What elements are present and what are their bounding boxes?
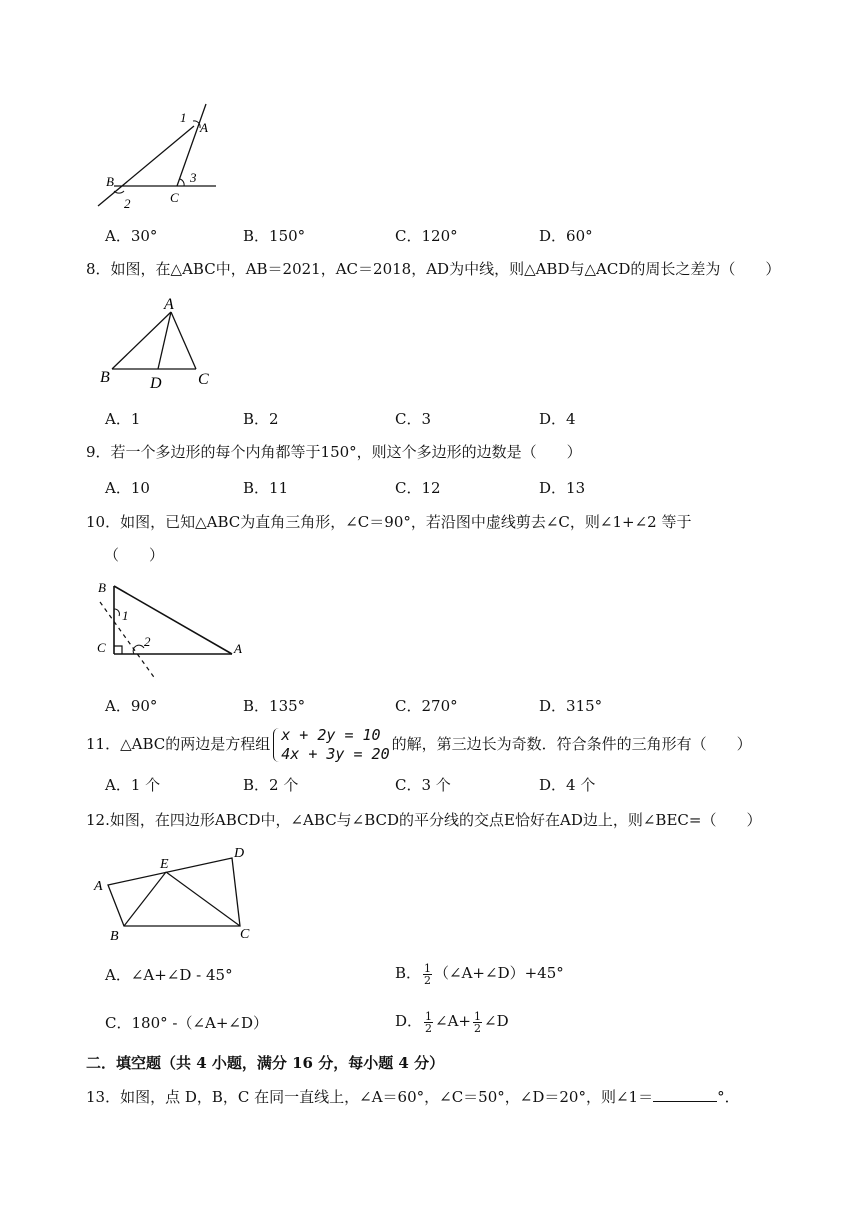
q7-line-ab [98,126,194,206]
q13-text-main: 13．如图，点 D，B，C 在同一直线上，∠A＝60°，∠C＝50°，∠D＝20°，则∠1＝ [86,1088,654,1106]
q12-option-b-fraction [423,963,432,986]
q8-option-c[interactable]: C．3 [395,410,432,428]
q11-equation-2: 4x + 3y = 20 [281,745,390,763]
q12-label-c: C [240,927,250,942]
q10-option-a[interactable]: A．90° [105,697,158,715]
q11-equation-system [272,726,389,764]
q9-text: 9．若一个多边形的每个内角都等于150°，则这个多边形的边数是（ ） [86,443,582,461]
q12-option-c[interactable]: C．180° -（∠A+∠D） [105,1014,269,1032]
q9-option-c[interactable]: C．12 [395,479,441,497]
q12-figure [90,842,266,944]
q13-text-end: °． [717,1088,740,1106]
q9-option-b[interactable]: B．11 [243,479,289,497]
q12-option-d-fraction-2 [473,1011,482,1034]
q8-label-d: D [150,375,162,390]
q9-option-a[interactable]: A．10 [105,479,150,497]
q9-option-d[interactable]: D．13 [539,479,586,497]
q10-label-1: 1 [122,608,129,623]
q10-label-2: 2 [144,634,151,649]
q12-option-d-middle: ∠A+ [435,1012,472,1030]
q8-option-d[interactable]: D．4 [539,410,576,428]
q7-label-3: 3 [190,170,197,185]
q7-figure [92,100,222,212]
q12-label-a: A [94,879,103,894]
q10-option-b[interactable]: B．135° [243,697,306,715]
q12-option-a[interactable]: A．∠A+∠D - 45° [105,966,233,984]
q10-text: 10．如图，已知△ABC为直角三角形，∠C＝90°，若沿图中虚线剪去∠C，则∠1+∠2 等于 [86,513,692,531]
q7-label-2: 2 [124,196,131,211]
section-2-title: 二．填空题（共 4 小题，满分 16 分，每小题 4 分） [86,1054,445,1072]
q10-label-b: B [98,580,106,595]
q8-label-a: A [164,296,174,313]
fraction-denominator: 2 [425,1021,433,1035]
q10-text-continued: （ ） [104,546,165,564]
q8-label-c: C [198,371,209,388]
fraction-denominator: 2 [474,1021,482,1035]
q11-equation-1: x + 2y = 10 [281,726,381,744]
q12-option-b-rest: （∠A+∠D）+45° [434,964,564,982]
q10-angle1-arc [114,609,119,616]
fraction-denominator: 2 [424,973,432,987]
q11-text-after: 的解，第三边长为奇数．符合条件的三角形有（ ） [391,735,752,753]
q8-figure [96,290,220,390]
q7-label-1: 1 [180,110,187,125]
q8-side-ab [112,312,171,369]
q8-median-ad [158,312,171,369]
q11-text [86,725,752,764]
q12-option-d-fraction-1 [424,1011,433,1034]
q7-option-d[interactable]: D．60° [539,227,593,245]
q12-label-d: D [234,846,245,861]
q12-text: 12.如图，在四边形ABCD中，∠ABC与∠BCD的平分线的交点E恰好在AD边上，则∠BEC=（ ） [86,811,762,829]
q10-side-ab [114,586,232,654]
q8-label-b: B [100,369,110,386]
q7-angle3-arc [180,179,184,186]
q10-option-c[interactable]: C．270° [395,697,458,715]
q7-label-a: A [200,120,208,135]
q12-label-b: B [110,929,119,944]
q13-text [86,1087,740,1107]
q12-option-d[interactable] [395,1006,509,1036]
q10-figure [92,576,252,686]
q10-label-a: A [234,641,242,656]
q8-option-b[interactable]: B．2 [243,410,279,428]
fraction-numerator: 1 [474,1009,482,1023]
q11-option-d[interactable]: D．4 个 [539,776,596,794]
q12-label-e: E [160,857,169,872]
q12-bisector-ce [166,872,240,926]
q11-option-b[interactable]: B．2 个 [243,776,299,794]
q10-right-angle-mark [114,646,122,654]
q7-option-b[interactable]: B．150° [243,227,306,245]
q7-label-b: B [106,174,114,189]
q11-text-before: 11．△ABC的两边是方程组 [86,735,271,753]
q12-option-b[interactable] [395,958,564,988]
fraction-numerator: 1 [424,961,432,975]
q12-quadrilateral [108,858,240,926]
q13-answer-blank[interactable] [653,1087,717,1102]
q8-option-a[interactable]: A．1 [105,410,141,428]
q11-option-a[interactable]: A．1 个 [105,776,161,794]
fraction-numerator: 1 [425,1009,433,1023]
q7-label-c: C [170,190,179,205]
q10-label-c: C [97,640,106,655]
q12-option-d-end: ∠D [484,1012,509,1030]
q7-option-a[interactable]: A．30° [105,227,158,245]
q7-option-c[interactable]: C．120° [395,227,458,245]
q8-side-ac [171,312,196,369]
q11-option-c[interactable]: C．3 个 [395,776,451,794]
q10-option-d[interactable]: D．315° [539,697,603,715]
q12-option-b-prefix: B． [395,964,422,982]
q8-text: 8．如图，在△ABC中，AB＝2021，AC＝2018，AD为中线，则△ABD与△ACD的周长之差为（ ） [86,260,781,278]
q12-option-d-prefix: D． [395,1012,423,1030]
